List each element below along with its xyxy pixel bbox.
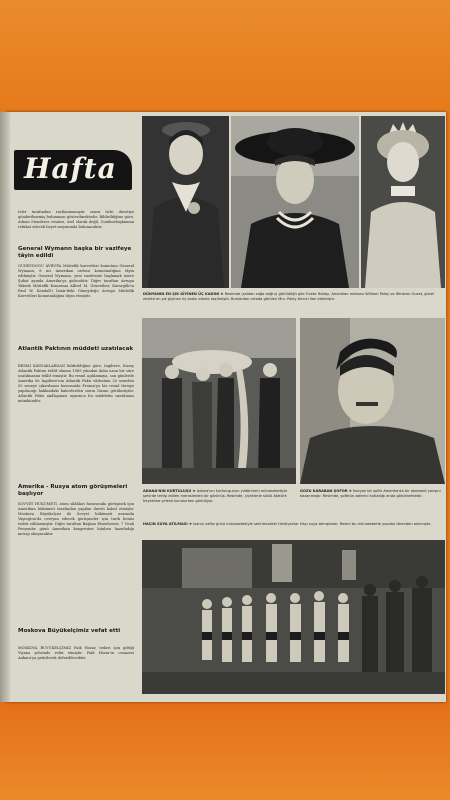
- caption-women: [143, 292, 443, 302]
- caption-women-text: Resimde (soldan sağa doğru) görüldüğü gibi Oveta Hobby, Amerikan mebusu William Paley ve Winston Guest, güzel zevkte en şık giyinen üç kadın olarak seçilmiştir. Bunlardan ortada görülen Mrs. Paley birinci ilan edilmiştir.: [143, 292, 434, 301]
- caption-cross-text: İsanın vaftiz günü münasebetiyle şehrimizdeki Hristiyanlar Haçı suya atmışlardır. Resim bu münasebetle yapılan törenden alınmıştır.: [193, 522, 432, 526]
- article-heading-atlantic: Atlantik Paktının müddeti uzatılacak: [18, 346, 134, 352]
- caption-driver-lead: GÖZÜ KARABAN ŞOFÖR: [300, 489, 348, 493]
- logo-text: Hafta: [24, 152, 117, 185]
- article-body-atlantic: RESMÎ KAYNAKLARDAN bildirildiğine göre, İngiltere, Kuzey Atlantik Paktını teklif olunan 1969 yılından daha uzun bir süre uzatılmasını teklif etmiştir. Bu resmî açıklamaya, son günlerde Amerika ile İngiltere'nin Atlantik Paktı vâdesinin 20 seneden 50 seneye çıkarılması hususunda Fransa'ya bir resmî tâvsiye yapılacağı hakkındaki haberlerden sonra lüzum görülmüştür. Atlantik Paktı andlaşması uyarınca bu müddetin uzatılması mümkündür.: [18, 364, 134, 403]
- page-spine-shadow: [0, 112, 10, 702]
- article-heading-wymann: General Wymann başka bir vazifeye tâyin edildi: [18, 246, 132, 259]
- photo-adana-ceremony: [142, 318, 296, 484]
- photo-woman-left: [142, 116, 229, 288]
- caption-adana-lead: ADANA'NIN KURTULUŞU: [143, 489, 192, 493]
- caption-cross: [143, 522, 445, 536]
- caption-adana-text: Adana'nın kurtuluşunun yıldönümü münasebetiyle şehirde tertip edilen merasimden bir görünüş. Resimde, çiçeklerle süslü Atatürk heykeline çelenk konulurken görülüyor.: [143, 489, 288, 503]
- article-heading-atom: Amerika - Rusya atom görüşmeleri başlıyor: [18, 484, 128, 497]
- photo-woman-right-tiara: [361, 116, 445, 288]
- article-body-moscow: MOSKOVA BÜYÜKELÇİMİZ Faik Hozar, tedavi için gittiği Viyana şehrinde vefat etmiştir. Faik Hozar'ın cenazesi Ankara'ya getirilerek defnedilecektir.: [18, 646, 134, 660]
- photo-cross-ceremony: [142, 540, 445, 694]
- caption-star-icon: ★: [348, 489, 352, 493]
- hafta-logo: [14, 150, 132, 190]
- photo-driver-portrait: [300, 318, 445, 484]
- left-text-column: [14, 118, 136, 698]
- caption-driver: [300, 489, 445, 521]
- caption-adana: [143, 489, 293, 521]
- article-body-wymann: GÜNEYDOĞU AVRUPA Müttefik kuvvetleri komutanı General Wymann, 8 nci Amerikan ordusu komutanlığına tâyin edilmiştir. General Wymann, yeni vazifesine başlamak üzere Şubat ayında Amerika'ya gidecektir. Diğer taraftan Avrupa Yüksek Müttefik Komutanı Alfred M. Gruenther, Karargâh'ta Paul W. Kendall'ı İzmir'deki Güneydoğu Avrupa Müttefik Kuvvetleri Komutanlığına tâyin etmiştir.: [18, 264, 134, 298]
- caption-driver-text: Konyalı bir şoför Amerika'da bir otomobil yarışını kazanmıştır. Resimde, şoförün zaferini kutladığı anda görülmektedir.: [300, 489, 441, 498]
- article-body-atom: SOVYET HÜKÜMETİ, atom silâhları hususunda görüşmek için Amerikan hükümeti tarafından yapılan daveti kabul etmiştir. Moskova Büyükelçisi ile Sovyet hükümeti arasında Vaşington'da cereyan edecek görüşmeler için tarih henüz tesbit edilmemiştir. Diğer taraftan Başkan Eisenhower, 7 Ocak Perşembe günü Amerikan kongresine hitaben hazırladığı mesajı okuyacaktır.: [18, 502, 134, 536]
- caption-star-icon: ★: [192, 489, 196, 493]
- caption-star-icon: ★: [188, 522, 193, 526]
- article-heading-moscow: Moskova Büyükelçimiz vefat etti: [18, 628, 121, 634]
- photo-woman-center-hat: [231, 116, 359, 288]
- caption-women-lead: DÜNYANIN EN ŞIK GİYİNEN ÜÇ KADINI: [143, 292, 220, 296]
- caption-cross-lead: HAÇIN SUYA ATILMASI: [143, 522, 188, 526]
- caption-star-icon: ★: [220, 292, 224, 296]
- intro-text: teler tarafından rastlanmamıştır sonra tichi davetiye gönderilmemiş bulunması gösterilmektedir. Bildirildiğine göre, Adnan Menderes vesaire, özel olarak değil, Cumhurbaşkanına refakat edecek heyet meyanında bulunacaktır.: [18, 210, 134, 229]
- orange-background-bottom: [0, 700, 450, 800]
- orange-background-top: [0, 0, 450, 112]
